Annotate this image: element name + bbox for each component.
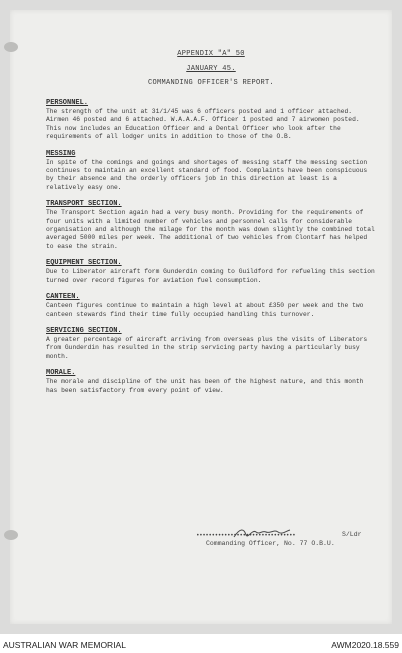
section-text: In spite of the comings and goings and shortages of messing staff the messing section continues to maintain an excellent standard of food. Complaints have been conspicuous by their absence and the orderly officers job in this direction at least is a relatively easy one. <box>46 158 368 191</box>
punch-hole <box>4 42 18 52</box>
section-text: Due to Liberator aircraft form Gunderdin coming to Guildford for refueling this section turned over record figures for aviation fuel consumption. <box>46 268 375 284</box>
signatory-rank: S/Ldr <box>342 531 362 538</box>
archive-footer <box>0 638 402 653</box>
section-transport <box>46 200 376 251</box>
section-heading: PERSONNEL. <box>46 99 89 107</box>
report-month: JANUARY 45. <box>186 65 236 73</box>
section-heading: EQUIPMENT SECTION. <box>46 259 122 268</box>
section-text: The Transport Section again had a very busy month. Providing for the requirements of four units with a limited number of vehicles and personnel calls for considerable organisation and although the milage for the month was down slightly the combined total averaged 5000 miles per week. The additional of two vehicles from Clontarf has helped to ease the strain. <box>46 209 375 250</box>
section-servicing <box>46 327 376 361</box>
section-text: Canteen figures continue to maintain a high level at about £350 per week and the two canteen stewards find their time fully occupied handling this turnover. <box>46 302 364 318</box>
section-heading: CANTEEN. <box>46 293 80 302</box>
section-heading: MORALE. <box>46 369 76 378</box>
section-heading: SERVICING SECTION. <box>46 326 122 335</box>
section-morale <box>46 369 376 395</box>
section-text: A greater percentage of aircraft arriving from overseas plus the visits of Liberators from Gunderdin has resulted in the strip servicing party having a particularly busy month. <box>46 335 368 360</box>
section-personnel <box>46 99 376 142</box>
punch-hole <box>4 530 18 540</box>
section-canteen <box>46 293 376 319</box>
archive-name: AUSTRALIAN WAR MEMORIAL <box>3 640 126 650</box>
signature-block <box>196 524 366 548</box>
appendix-label: APPENDIX "A" 50 <box>177 50 245 58</box>
archive-reference: AWM2020.18.559 <box>331 640 399 650</box>
section-equipment <box>46 259 376 285</box>
signature-line: •••••••••••••••••••••••••••••••• <box>196 532 296 539</box>
section-messing <box>46 150 376 193</box>
section-text: The strength of the unit at 31/1/45 was 6 officers posted and 1 officer attached. Airmen 46 posted and 6 attached. W.A.A.A.F. Officer 1 posted and 7 airwomen posted. This now includes an Education Officer and a Dental Officer who look after the requirements of all lodger units in addition to those of the O.B. <box>46 108 360 141</box>
section-heading: MESSING <box>46 149 76 158</box>
report-title: COMMANDING OFFICER'S REPORT. <box>147 79 275 87</box>
section-text: The morale and discipline of the unit has been of the highest nature, and this month has been satisfactory from every point of view. <box>46 378 364 394</box>
section-heading: TRANSPORT SECTION. <box>46 200 122 209</box>
document-body <box>46 50 376 395</box>
signatory-title: Commanding Officer, No. 77 O.B.U. <box>206 540 335 547</box>
